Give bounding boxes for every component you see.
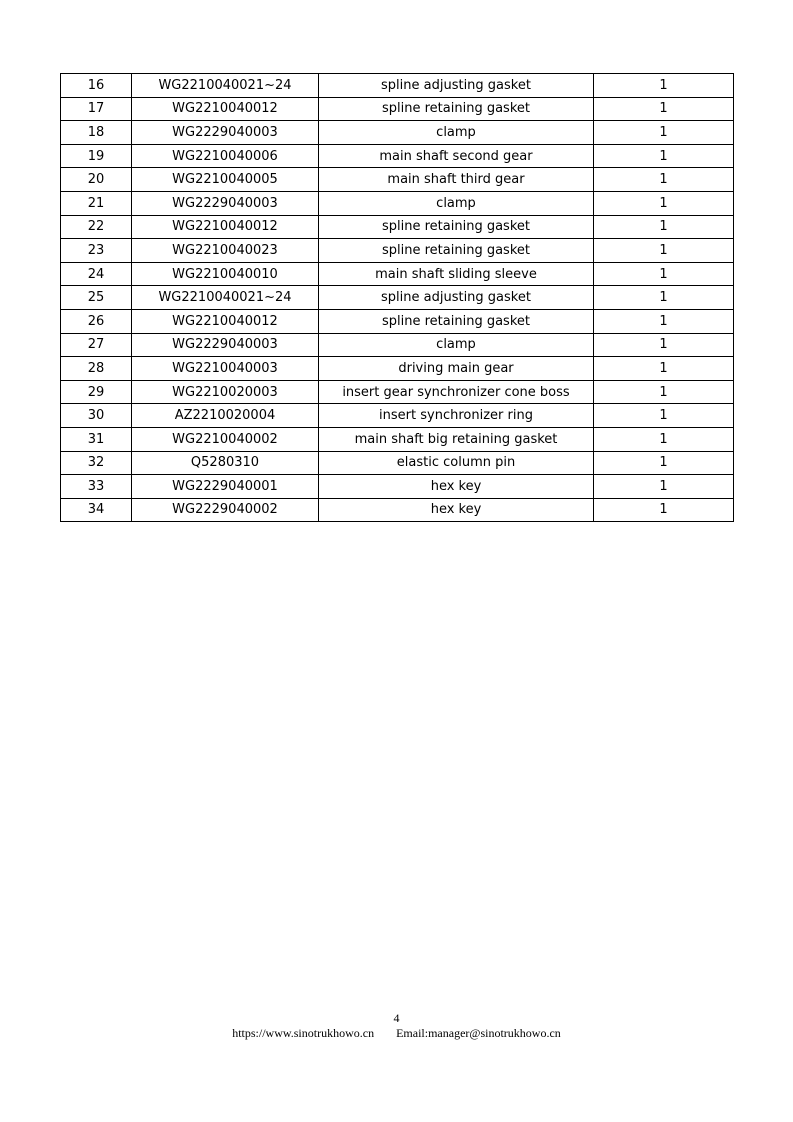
- quantity-cell: 1: [594, 333, 734, 357]
- quantity-cell: 1: [594, 475, 734, 499]
- item-number-cell: 33: [61, 475, 132, 499]
- part-number-cell: WG2229040003: [132, 121, 319, 145]
- item-number-cell: 29: [61, 380, 132, 404]
- part-name-cell: hex key: [319, 475, 594, 499]
- table-row: [61, 144, 734, 168]
- item-number-cell: 30: [61, 404, 132, 428]
- part-number-cell: WG2210040006: [132, 144, 319, 168]
- part-number-cell: WG2229040002: [132, 498, 319, 522]
- quantity-cell: 1: [594, 121, 734, 145]
- item-number-cell: 23: [61, 239, 132, 263]
- quantity-cell: 1: [594, 144, 734, 168]
- table-row: [61, 404, 734, 428]
- item-number-cell: 19: [61, 144, 132, 168]
- table-row: [61, 333, 734, 357]
- table-row: [61, 97, 734, 121]
- quantity-cell: 1: [594, 357, 734, 381]
- part-number-cell: WG2210040005: [132, 168, 319, 192]
- table-row: [61, 121, 734, 145]
- part-name-cell: main shaft third gear: [319, 168, 594, 192]
- item-number-cell: 17: [61, 97, 132, 121]
- part-number-cell: WG2210040012: [132, 97, 319, 121]
- part-name-cell: main shaft second gear: [319, 144, 594, 168]
- part-number-cell: WG2210040012: [132, 309, 319, 333]
- part-name-cell: clamp: [319, 191, 594, 215]
- quantity-cell: 1: [594, 262, 734, 286]
- item-number-cell: 31: [61, 427, 132, 451]
- part-number-cell: WG2229040003: [132, 333, 319, 357]
- item-number-cell: 27: [61, 333, 132, 357]
- part-name-cell: spline retaining gasket: [319, 239, 594, 263]
- part-name-cell: clamp: [319, 121, 594, 145]
- table-row: [61, 475, 734, 499]
- part-number-cell: WG2210040010: [132, 262, 319, 286]
- part-name-cell: spline retaining gasket: [319, 215, 594, 239]
- item-number-cell: 18: [61, 121, 132, 145]
- item-number-cell: 22: [61, 215, 132, 239]
- part-number-cell: Q5280310: [132, 451, 319, 475]
- table-row: [61, 74, 734, 98]
- quantity-cell: 1: [594, 239, 734, 263]
- table-row: [61, 357, 734, 381]
- quantity-cell: 1: [594, 498, 734, 522]
- part-number-cell: WG2210020003: [132, 380, 319, 404]
- part-name-cell: elastic column pin: [319, 451, 594, 475]
- part-number-cell: AZ2210020004: [132, 404, 319, 428]
- quantity-cell: 1: [594, 168, 734, 192]
- part-name-cell: spline adjusting gasket: [319, 74, 594, 98]
- email-address[interactable]: Email:manager@sinotrukhowo.cn: [396, 1026, 561, 1040]
- table-row: [61, 309, 734, 333]
- table-row: [61, 239, 734, 263]
- table-row: [61, 262, 734, 286]
- quantity-cell: 1: [594, 427, 734, 451]
- item-number-cell: 34: [61, 498, 132, 522]
- part-number-cell: WG2210040002: [132, 427, 319, 451]
- quantity-cell: 1: [594, 215, 734, 239]
- table-row: [61, 168, 734, 192]
- part-name-cell: spline retaining gasket: [319, 309, 594, 333]
- part-number-cell: WG2210040003: [132, 357, 319, 381]
- quantity-cell: 1: [594, 97, 734, 121]
- part-name-cell: clamp: [319, 333, 594, 357]
- table-row: [61, 451, 734, 475]
- parts-table-body: [61, 74, 734, 522]
- table-row: [61, 191, 734, 215]
- quantity-cell: 1: [594, 309, 734, 333]
- table-row: [61, 215, 734, 239]
- item-number-cell: 24: [61, 262, 132, 286]
- part-name-cell: insert gear synchronizer cone boss: [319, 380, 594, 404]
- part-name-cell: driving main gear: [319, 357, 594, 381]
- part-number-cell: WG2229040003: [132, 191, 319, 215]
- part-name-cell: hex key: [319, 498, 594, 522]
- part-name-cell: spline retaining gasket: [319, 97, 594, 121]
- part-number-cell: WG2210040021~24: [132, 286, 319, 310]
- item-number-cell: 21: [61, 191, 132, 215]
- quantity-cell: 1: [594, 380, 734, 404]
- part-name-cell: main shaft sliding sleeve: [319, 262, 594, 286]
- quantity-cell: 1: [594, 191, 734, 215]
- part-name-cell: main shaft big retaining gasket: [319, 427, 594, 451]
- quantity-cell: 1: [594, 286, 734, 310]
- table-row: [61, 380, 734, 404]
- quantity-cell: 1: [594, 404, 734, 428]
- table-row: [61, 286, 734, 310]
- part-name-cell: insert synchronizer ring: [319, 404, 594, 428]
- part-name-cell: spline adjusting gasket: [319, 286, 594, 310]
- part-number-cell: WG2210040012: [132, 215, 319, 239]
- parts-table: [60, 73, 734, 522]
- part-number-cell: WG2229040001: [132, 475, 319, 499]
- part-number-cell: WG2210040021~24: [132, 74, 319, 98]
- quantity-cell: 1: [594, 74, 734, 98]
- item-number-cell: 20: [61, 168, 132, 192]
- item-number-cell: 32: [61, 451, 132, 475]
- item-number-cell: 28: [61, 357, 132, 381]
- item-number-cell: 26: [61, 309, 132, 333]
- table-row: [61, 427, 734, 451]
- item-number-cell: 25: [61, 286, 132, 310]
- page-number: 4: [393, 1011, 400, 1025]
- item-number-cell: 16: [61, 74, 132, 98]
- quantity-cell: 1: [594, 451, 734, 475]
- part-number-cell: WG2210040023: [132, 239, 319, 263]
- contact-line: [0, 1026, 793, 1041]
- table-row: [61, 498, 734, 522]
- website-link[interactable]: https://www.sinotrukhowo.cn: [232, 1026, 375, 1040]
